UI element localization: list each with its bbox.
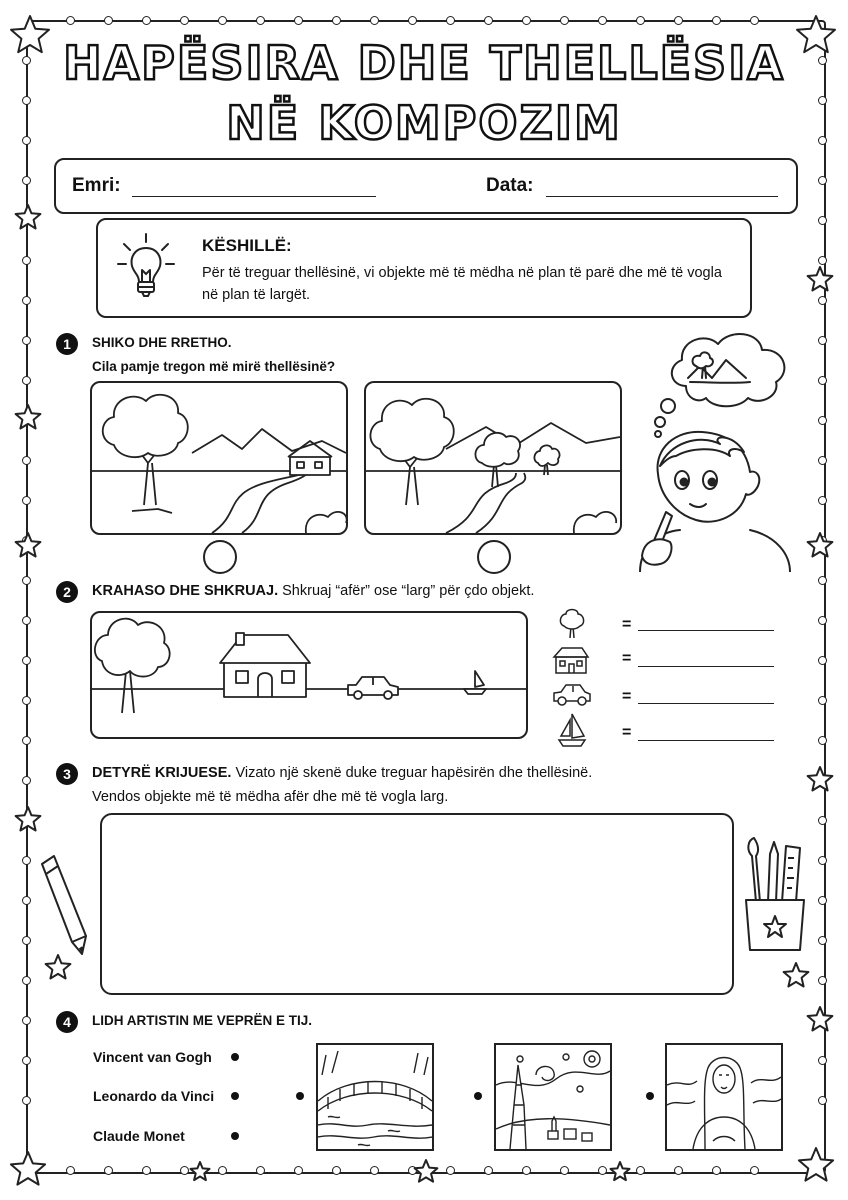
frame-bead — [818, 176, 827, 185]
frame-bead — [522, 16, 531, 25]
frame-bead — [818, 416, 827, 425]
date-field[interactable] — [546, 196, 778, 197]
frame-bead — [818, 896, 827, 905]
frame-bead — [408, 16, 417, 25]
frame-bead — [818, 256, 827, 265]
frame-bead — [22, 776, 31, 785]
answer-line-3[interactable] — [638, 703, 774, 704]
frame-bead — [560, 16, 569, 25]
artist-dot-1[interactable] — [231, 1053, 239, 1061]
frame-bead — [142, 1166, 151, 1175]
frame-bead — [636, 1166, 645, 1175]
frame-bead — [180, 1166, 189, 1175]
portrait-painting-icon — [665, 1043, 783, 1151]
lightbulb-icon — [116, 232, 176, 302]
frame-bead — [370, 16, 379, 25]
frame-bead — [712, 16, 721, 25]
frame-bead — [22, 616, 31, 625]
compare-scene-illustration — [92, 613, 526, 737]
frame-bead — [104, 1166, 113, 1175]
pencil-icon — [36, 850, 92, 958]
frame-bead — [446, 1166, 455, 1175]
frame-bead — [560, 1166, 569, 1175]
question-4-title: LIDH ARTISTIN ME VEPRËN E TIJ. — [92, 1013, 313, 1028]
artist-van-gogh: Vincent van Gogh — [93, 1049, 212, 1065]
frame-bead — [22, 696, 31, 705]
question-3-instruction: Vizato një skenë duke treguar hapësirën dhe thellësinë. — [235, 765, 593, 781]
frame-bead — [22, 936, 31, 945]
equals-sign-1: = — [622, 616, 632, 633]
frame-bead — [22, 896, 31, 905]
frame-bead — [636, 16, 645, 25]
frame-bead — [818, 376, 827, 385]
frame-bead — [66, 1166, 75, 1175]
frame-bead — [408, 1166, 417, 1175]
frame-bead — [22, 1056, 31, 1065]
frame-bead — [22, 656, 31, 665]
drawing-area[interactable] — [100, 813, 734, 995]
equals-sign-2: = — [622, 650, 632, 667]
compare-scene-panel — [90, 611, 528, 739]
frame-bead — [370, 1166, 379, 1175]
starry-night-icon — [494, 1043, 612, 1151]
frame-bead — [484, 1166, 493, 1175]
frame-bead — [484, 16, 493, 25]
sailboat-icon — [556, 712, 588, 748]
question-3-text — [92, 765, 592, 781]
frame-bead — [218, 16, 227, 25]
frame-bead — [750, 1166, 759, 1175]
answer-line-2[interactable] — [638, 666, 774, 667]
frame-bead — [256, 16, 265, 25]
scene-b-panel — [364, 381, 622, 535]
frame-bead — [818, 856, 827, 865]
house-icon — [552, 645, 590, 675]
frame-bead — [22, 376, 31, 385]
frame-bead — [22, 1016, 31, 1025]
name-date-box — [54, 158, 798, 214]
frame-bead — [332, 1166, 341, 1175]
choice-b-circle[interactable] — [477, 540, 511, 574]
scene-a-panel — [90, 381, 348, 535]
frame-bead — [750, 16, 759, 25]
artwork-dot-1[interactable] — [296, 1092, 304, 1100]
tip-title: KËSHILLË: — [202, 236, 292, 255]
question-4-number: 4 — [56, 1011, 78, 1033]
frame-bead — [22, 536, 31, 545]
frame-bead — [712, 1166, 721, 1175]
question-1-number: 1 — [56, 333, 78, 355]
frame-bead — [598, 1166, 607, 1175]
question-3-number: 3 — [56, 763, 78, 785]
frame-bead — [522, 1166, 531, 1175]
title-line-1: HAPËSIRA DHE THELLËSIA — [63, 36, 785, 90]
frame-bead — [22, 856, 31, 865]
date-label: Data: — [486, 175, 534, 196]
frame-bead — [332, 16, 341, 25]
question-2-text — [92, 583, 534, 599]
question-1-title: SHIKO DHE RRETHO. — [92, 335, 232, 350]
bridge-painting-icon — [316, 1043, 434, 1151]
frame-bead — [818, 816, 827, 825]
frame-bead — [180, 16, 189, 25]
frame-bead — [818, 496, 827, 505]
boy-thinking-icon — [630, 326, 800, 572]
frame-bead — [818, 736, 827, 745]
frame-bead — [674, 1166, 683, 1175]
frame-bead — [22, 176, 31, 185]
frame-bead — [104, 16, 113, 25]
question-3-instruction-2: Vendos objekte më të mëdha afër dhe më të vogla larg. — [92, 789, 449, 805]
frame-bead — [818, 536, 827, 545]
name-label: Emri: — [72, 175, 121, 196]
artist-dot-2[interactable] — [231, 1092, 239, 1100]
answer-line-1[interactable] — [638, 630, 774, 631]
frame-bead — [818, 976, 827, 985]
question-2-number: 2 — [56, 581, 78, 603]
frame-bead — [22, 976, 31, 985]
question-2-title: KRAHASO DHE SHKRUAJ. — [92, 583, 279, 599]
frame-bead — [818, 936, 827, 945]
name-field[interactable] — [132, 196, 376, 197]
artwork-dot-2[interactable] — [474, 1092, 482, 1100]
frame-bead — [818, 696, 827, 705]
frame-bead — [818, 216, 827, 225]
frame-bead — [818, 296, 827, 305]
frame-bead — [294, 1166, 303, 1175]
frame-bead — [818, 616, 827, 625]
question-3-title: DETYRË KRIJUESE. — [92, 765, 232, 781]
frame-bead — [142, 16, 151, 25]
tree-icon — [556, 608, 588, 640]
frame-bead — [598, 16, 607, 25]
pencil-cup-icon — [738, 836, 814, 954]
frame-bead — [818, 1096, 827, 1105]
frame-bead — [22, 416, 31, 425]
equals-sign-3: = — [622, 688, 632, 705]
frame-bead — [22, 576, 31, 585]
scene-b-illustration — [366, 383, 620, 533]
frame-bead — [446, 16, 455, 25]
frame-bead — [818, 1056, 827, 1065]
frame-bead — [818, 1016, 827, 1025]
title-line-2: NË KOMPOZIM — [226, 96, 622, 150]
question-2-instruction: Shkruaj “afër” ose “larg” për çdo objekt. — [282, 583, 535, 599]
frame-bead — [22, 496, 31, 505]
frame-bead — [22, 296, 31, 305]
frame-bead — [818, 776, 827, 785]
car-icon — [552, 683, 592, 707]
frame-bead — [22, 336, 31, 345]
artwork-dot-3[interactable] — [646, 1092, 654, 1100]
frame-bead — [22, 256, 31, 265]
tip-box — [96, 218, 752, 318]
choice-a-circle[interactable] — [203, 540, 237, 574]
question-1-subtitle: Cila pamje tregon më mirë thellësinë? — [92, 359, 336, 374]
frame-bead — [818, 336, 827, 345]
frame-bead — [218, 1166, 227, 1175]
artist-monet: Claude Monet — [93, 1128, 185, 1144]
answer-line-4[interactable] — [638, 740, 774, 741]
frame-bead — [22, 456, 31, 465]
artist-dot-3[interactable] — [231, 1132, 239, 1140]
frame-bead — [66, 16, 75, 25]
artist-da-vinci: Leonardo da Vinci — [93, 1088, 215, 1104]
frame-bead — [22, 1096, 31, 1105]
frame-bead — [22, 216, 31, 225]
equals-sign-4: = — [622, 724, 632, 741]
frame-bead — [818, 656, 827, 665]
frame-bead — [294, 16, 303, 25]
frame-bead — [818, 456, 827, 465]
frame-bead — [818, 576, 827, 585]
frame-bead — [674, 16, 683, 25]
tip-text: Për të treguar thellësinë, vi objekte më të mëdha në plan të parë dhe më të vogla në plan të largët. — [202, 265, 722, 303]
frame-bead — [256, 1166, 265, 1175]
frame-bead — [22, 816, 31, 825]
scene-a-illustration — [92, 383, 346, 533]
frame-bead — [22, 736, 31, 745]
